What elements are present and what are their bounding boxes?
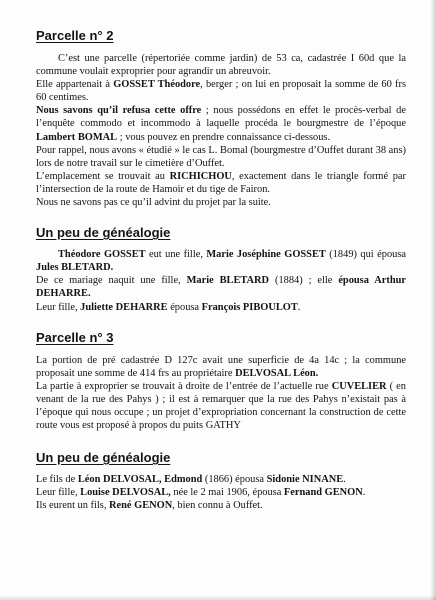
genealogy-line-2 <box>36 274 406 300</box>
paragraph-owner <box>36 78 406 104</box>
text: (1866) épousa <box>202 474 267 486</box>
text: . <box>343 474 346 486</box>
text: La portion de pré cadastrée D 127c avait une superficie de 4a 14c ; la commune proposait une somme de 414 frs au propriétaire <box>36 354 406 379</box>
place-name: RICHICHOU <box>169 170 232 182</box>
paragraph-parcelle-3-intro <box>36 354 406 380</box>
heading-parcelle-2: Parcelle n° 2 <box>36 28 114 43</box>
genealogy2-line-2 <box>36 486 406 499</box>
text: . <box>362 487 366 499</box>
text: , bien connu à Ouffet. <box>172 500 263 512</box>
text: ; vous pouvez en prendre connaissance ci-dessous. <box>117 131 331 143</box>
text: Nous ne savons pas ce qu’il advint du projet par la suite. <box>36 197 271 209</box>
person-name: Théodore GOSSET <box>58 249 146 261</box>
scan-bottom-shadow <box>0 595 436 600</box>
person-name: GOSSET Théodore <box>113 79 201 91</box>
paragraph-location <box>36 170 406 196</box>
genealogy-line-3 <box>36 301 406 314</box>
genealogy2-line-1 <box>36 473 406 486</box>
paragraph-refusal <box>36 104 406 143</box>
text: (1884) ; elle <box>269 275 339 287</box>
person-name: Sidonie NINANE <box>266 474 344 486</box>
person-name: Lambert BOMAL <box>36 131 118 143</box>
person-name: épousa Arthur DEHARRE. <box>36 275 406 300</box>
scan-edge-shadow <box>430 0 436 600</box>
paragraph-parcelle-2-intro <box>36 52 406 78</box>
text: Pour rappel, nous avons « étudié » le cas L. Bomal (bourgmestre d’Ouffet durant 38 ans) lors de notre travail sur le cimetière d’Ouffet. <box>36 144 406 169</box>
text: , exactement dans le triangle formé par l’intersection de la route de Hamoir et du tige de Fairon. <box>36 170 406 195</box>
text: (1849) qui épousa <box>325 249 406 261</box>
text: eut une fille, <box>145 249 207 261</box>
person-name: Jules BLETARD. <box>36 262 114 274</box>
text: Leur fille, <box>36 301 81 313</box>
heading-parcelle-3: Parcelle n° 3 <box>36 329 114 345</box>
place-name: CUVELIER <box>331 380 387 392</box>
person-name: François PIBOULOT <box>201 301 298 313</box>
heading-genealogie-1: Un peu de généalogie <box>36 225 171 241</box>
text: Elle appartenait à <box>36 79 114 91</box>
genealogy2-line-3 <box>36 499 406 512</box>
person-name: Marie Joséphine GOSSET <box>206 249 326 261</box>
document-body <box>36 27 406 512</box>
text: Ils eurent un fils, <box>36 500 110 512</box>
paragraph-reminder <box>36 144 406 170</box>
text: . <box>297 301 301 313</box>
text: L’emplacement se trouvait au <box>36 170 170 182</box>
text: C’est une parcelle (répertoriée comme jardin) de 53 ca, cadastrée I 60d que la commune voulait exproprier pour agrandir un abreuvoir. <box>36 53 406 78</box>
text: ( en venant de la rue des Pahys ) ; il est à remarquer que la rue des Pahys n’existait pas à l’époque qui nous occupe ; un projet d’expropriation concernant la construction de cette route vous est proposé à propos du puits GATHY <box>36 380 406 432</box>
heading-genealogie-2: Un peu de généalogie <box>36 450 171 466</box>
paragraph-expropriation <box>36 380 406 432</box>
text: , berger ; on lui en proposait la somme de 60 frs 60 centimes. <box>36 79 406 104</box>
genealogy-line-1 <box>36 248 406 274</box>
person-name: René GENON <box>109 500 173 512</box>
text: De ce mariage naquit une fille, <box>36 275 187 287</box>
text: Leur fille, <box>36 487 81 499</box>
text: La partie à exproprier se trouvait à droite de l’entrée de l’actuelle rue <box>36 380 332 392</box>
text: née le 2 mai 1906, épousa <box>170 487 284 499</box>
text: épousa <box>167 301 202 313</box>
person-name: DELVOSAL Léon. <box>235 367 319 379</box>
person-name: Marie BLETARD <box>186 275 270 287</box>
text: ; nous possédons en effet le procès-verbal de l’enquête commodo et incommodo à laquelle procéda le bourgmestre de l’époque <box>36 105 406 130</box>
text: Le fils de <box>36 474 78 486</box>
person-name: Fernand GENON <box>283 487 363 499</box>
person-name: Juliette DEHARRE <box>80 301 168 313</box>
person-name: Louise DELVOSAL, <box>80 487 171 499</box>
emphasis-text: Nous savons qu’il refusa cette offre <box>36 105 202 117</box>
paragraph-outcome <box>36 196 406 209</box>
person-name: Léon DELVOSAL, Edmond <box>77 474 203 486</box>
